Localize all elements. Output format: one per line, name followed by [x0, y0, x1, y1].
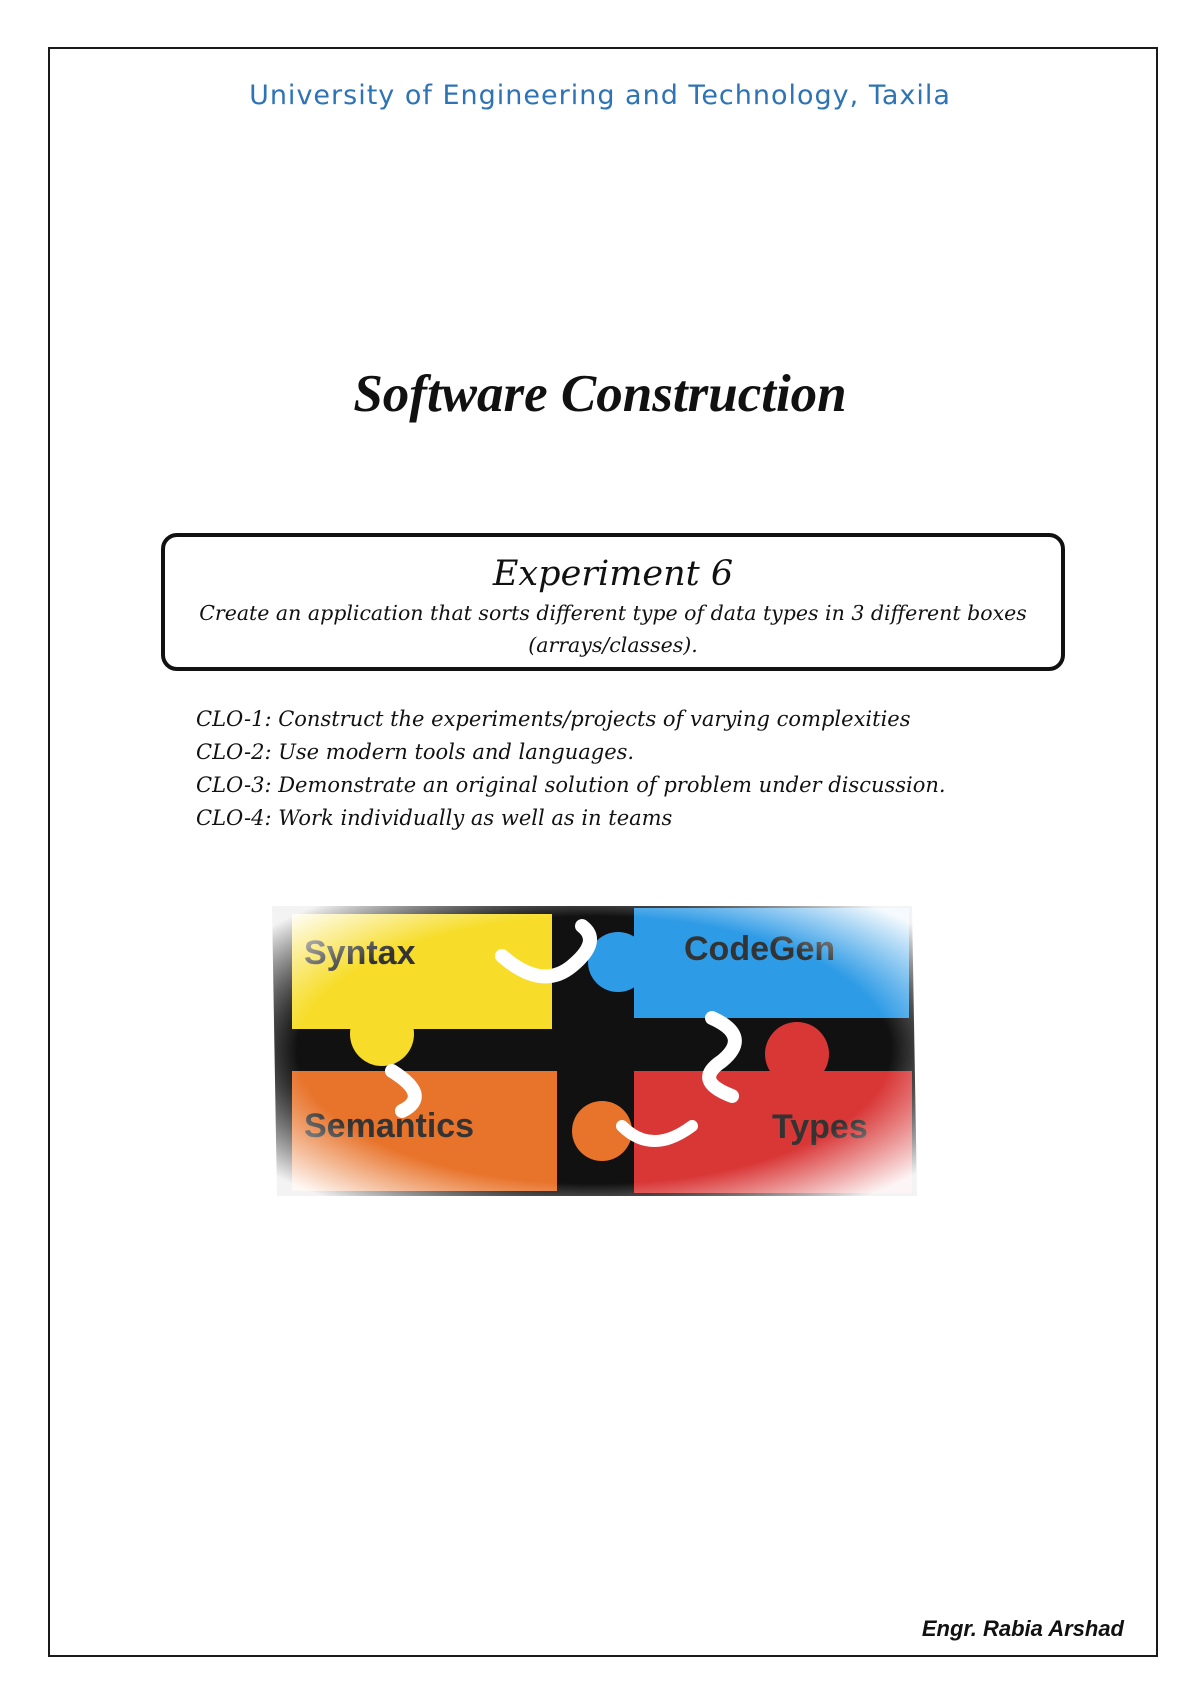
clo-item: CLO-1: Construct the experiments/projects of varying complexities	[196, 707, 911, 731]
clo-item: CLO-4: Work individually as well as in teams	[196, 806, 673, 830]
experiment-box	[161, 533, 1065, 671]
university-name: University of Engineering and Technology, Taxila	[249, 80, 951, 111]
author-name: Engr. Rabia Arshad	[921, 1616, 1124, 1641]
compiler-puzzle-image	[252, 896, 936, 1204]
experiment-title: Experiment 6	[492, 554, 734, 594]
course-title: Software Construction	[353, 365, 847, 423]
clo-list	[196, 703, 946, 835]
experiment-description: Create an application that sorts different type of data types in 3 different boxes (arrays/classes).	[199, 601, 1027, 657]
clo-item: CLO-3: Demonstrate an original solution of problem under discussion.	[196, 773, 946, 797]
clo-item: CLO-2: Use modern tools and languages.	[196, 740, 635, 764]
page-border	[48, 47, 1158, 1657]
